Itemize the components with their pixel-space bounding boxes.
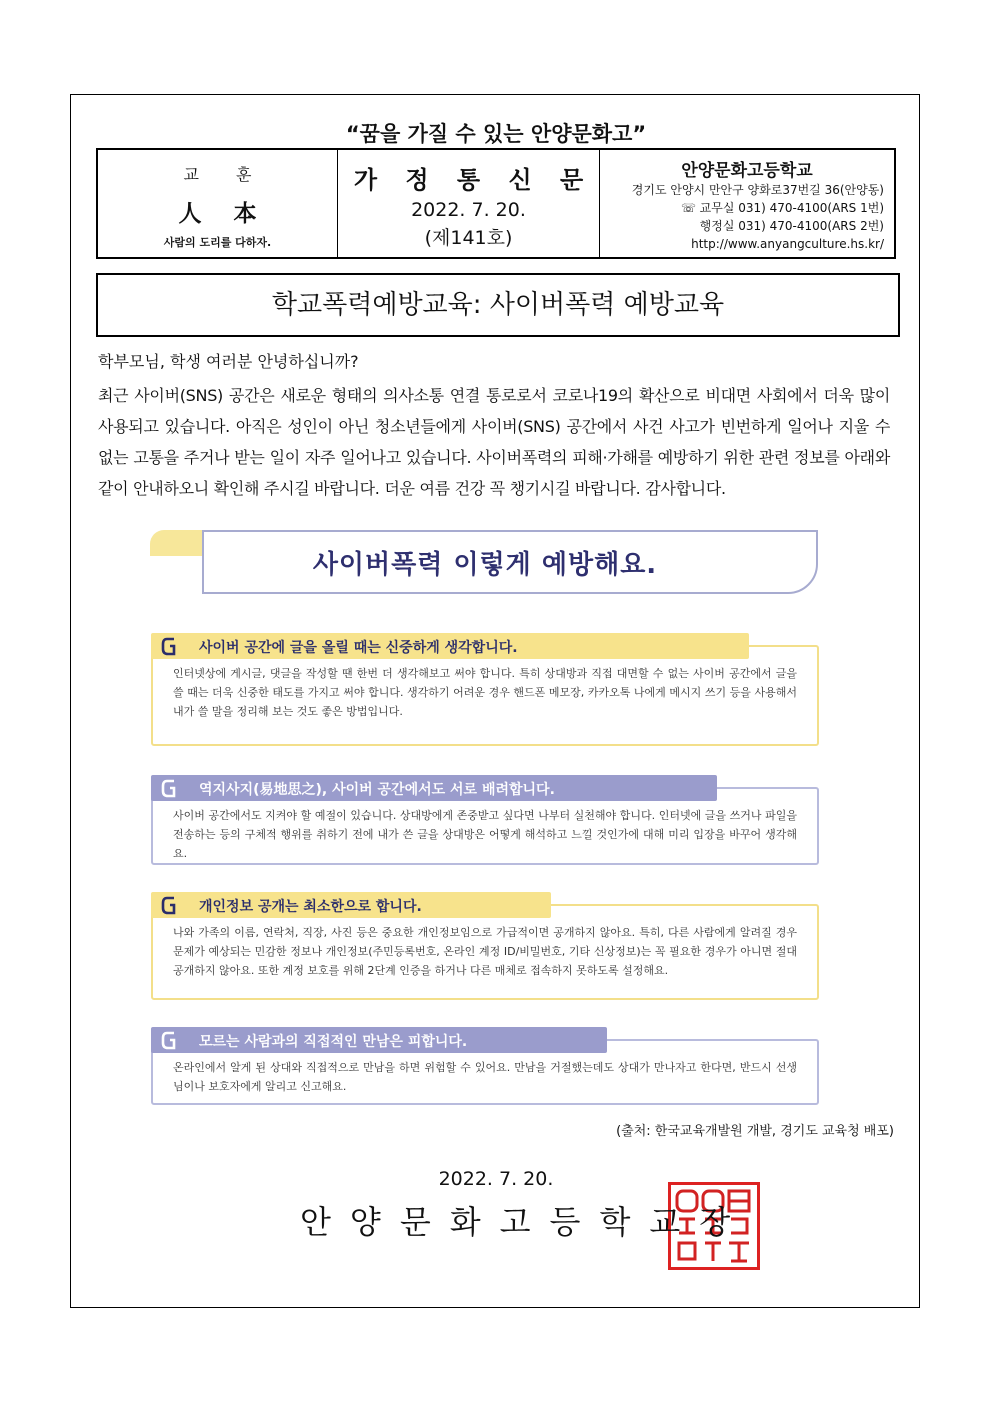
office-phone: ☏ 교무실 031) 470-4100(ARS 1번) — [680, 201, 884, 215]
banner — [150, 530, 820, 596]
tip-body: 인터넷상에 게시글, 댓글을 작성할 땐 한번 더 생각해보고 써야 합니다. 특히 상대방과 직접 대면할 수 없는 사이버 공간에서 글을 쓸 때는 더욱 신중한 태도를 가지고 써야 합니다. 생각하기 어려운 경우 핸드폰 메모장, 카카오톡 나에게 메시지 쓰기 등을 사용해서 내가 쓸 말을 정리해 보는 것도 좋은 방법입니다. — [151, 645, 819, 746]
admin-phone: 행정실 031) 470-4100(ARS 2번) — [699, 219, 884, 233]
tip-section-4 — [151, 1027, 819, 1105]
school-address: 경기도 안양시 만안구 양화로37번길 36(안양동) — [631, 183, 884, 197]
document-title: 학교폭력예방교육: 사이버폭력 예방교육 — [96, 273, 900, 337]
newsletter-number: (제141호) — [424, 227, 513, 249]
tip-header — [151, 892, 551, 918]
creed-label: 교 훈 — [183, 165, 268, 184]
tip-section-3 — [151, 892, 819, 1000]
tip-title: 개인정보 공개는 최소한으로 합니다. — [199, 899, 422, 915]
school-name: 안양문화고등학교 — [681, 161, 813, 181]
newsletter-date: 2022. 7. 20. — [411, 199, 526, 221]
bullet-icon — [161, 1030, 177, 1050]
footer-date: 2022. 7. 20. — [438, 1168, 554, 1190]
school-motto: “꿈을 가질 수 있는 안양문화고” — [345, 122, 647, 146]
tip-title: 사이버 공간에 글을 올릴 때는 신중하게 생각합니다. — [199, 640, 518, 656]
school-contact — [600, 150, 894, 257]
tip-body: 나와 가족의 이름, 연락처, 직장, 사진 등은 중요한 개인정보임으로 가급적이면 공개하지 않아요. 특히, 다른 사람에게 알려질 경우 문제가 예상되는 민감한 정보나 개인정보(주민등록번호, 온라인 계정 ID/비밀번호, 기타 신상정보)는 꼭 필요한 경우가 아니면 절대 공개하지 않아요. 또한 계정 보호를 위해 2단계 인증을 하거나 다른 매체로 접속하지 못하도록 설정해요. — [151, 904, 819, 1000]
tip-header — [151, 1027, 607, 1053]
newsletter-header — [96, 148, 896, 259]
banner-title: 사이버폭력 이렇게 예방해요. — [312, 550, 658, 580]
tip-body: 온라인에서 알게 된 상대와 직접적으로 만남을 하면 위험할 수 있어요. 만남을 거절했는데도 상대가 만나자고 한다면, 반드시 선생님이나 보호자에게 알리고 신고해요. — [151, 1039, 819, 1105]
newsletter-title: 가 정 통 신 문 — [353, 166, 594, 194]
greeting: 학부모님, 학생 여러분 안녕하십니까? — [98, 352, 359, 371]
tip-header — [151, 775, 717, 801]
creed-subtitle: 사람의 도리를 다하자. — [163, 236, 272, 249]
tip-header — [151, 633, 749, 659]
source-credit: (출처: 한국교육개발원 개발, 경기도 교육청 배포) — [616, 1124, 894, 1139]
creed-main: 人 本 — [178, 200, 269, 227]
tip-section-2 — [151, 775, 819, 865]
tip-title: 모르는 사람과의 직접적인 만남은 피합니다. — [199, 1034, 468, 1050]
principal-signature: 안양문화고등학교장 — [300, 1203, 750, 1241]
website-link[interactable]: http://www.anyangculture.hs.kr/ — [691, 237, 884, 251]
bullet-icon — [161, 895, 177, 915]
tip-body: 사이버 공간에서도 지켜야 할 예절이 있습니다. 상대방에게 존중받고 싶다면 나부터 실천해야 합니다. 인터넷에 글을 쓰거나 파일을 전송하는 등의 구체적 행위를 취하기 전에 내가 쓴 글을 상대방은 어떻게 해석하고 느낄 것인가에 대해 미리 입장을 바꾸어 생각해요. — [151, 787, 819, 865]
tip-section-1 — [151, 633, 819, 746]
bullet-icon — [161, 636, 177, 656]
school-creed — [98, 150, 338, 257]
tip-title: 역지사지(易地思之), 사이버 공간에서도 서로 배려합니다. — [199, 782, 555, 798]
newsletter-info — [338, 150, 600, 257]
bullet-icon — [161, 778, 177, 798]
intro-paragraph: 최근 사이버(SNS) 공간은 새로운 형태의 의사소통 연결 통로로서 코로나19의 확산으로 비대면 사회에서 더욱 많이 사용되고 있습니다. 아직은 성인이 아닌 청소년들에게 사이버(SNS) 공간에서 사건 사고가 빈번하게 일어나 지울 수 없는 고통을 주거나 받는 일이 자주 일어나고 있습니다. 사이버폭력의 피해·가해를 예방하기 위한 관련 정보를 아래와 같이 안내하오니 확인해 주시길 바랍니다. 더운 여름 건강 꼭 챙기시길 바랍니다. 감사합니다. — [98, 386, 890, 498]
